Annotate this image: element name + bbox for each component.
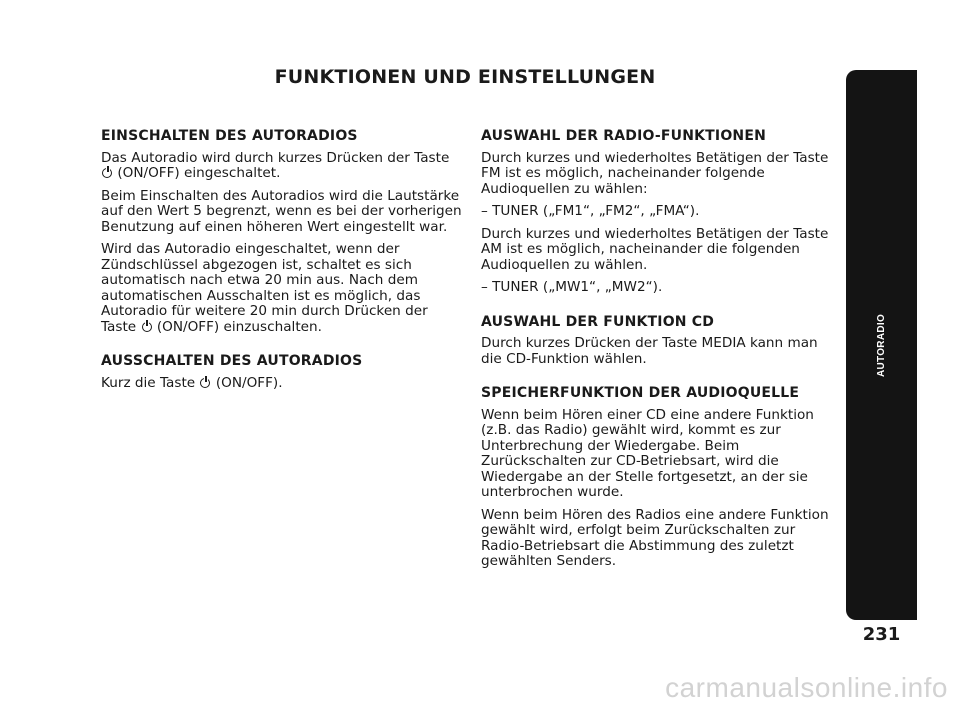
paragraph-speicher-1: Wenn beim Hören einer CD eine andere Funktion (z.B. das Radio) gewählt wird, kommt es zur Unterbrechung der Wiedergabe. Beim Zurückschalten zur CD-Betriebsart, wird die Wiedergabe an der Stelle fortgesetzt, an der sie unterbrochen wurde. <box>481 406 814 500</box>
paragraph-einschalten-3 <box>101 242 463 335</box>
paragraph-text: (ON/OFF). <box>215 374 283 391</box>
paragraph-radio-4: – TUNER („MW1“, „MW2“). <box>481 279 663 295</box>
paragraph-text: Wird das Autoradio eingeschaltet, wenn der Zündschlüssel abgezogen ist, schaltet es sich automatisch nach etwa 20 min aus. Nach dem automatischen Ausschalten ist es möglich, das Autoradio für weitere 20 min durch Drücken der Taste <box>101 241 428 335</box>
power-icon <box>142 322 152 332</box>
paragraph-text: Kurz die Taste <box>101 374 196 391</box>
paragraph-einschalten-2: Beim Einschalten des Autoradios wird die Lautstärke auf den Wert 5 begrenzt, wenn es bei der vorherigen Benutzung auf einen höheren Wert eingestellt war. <box>101 187 462 235</box>
power-icon <box>102 168 112 178</box>
page-title: FUNKTIONEN UND EINSTELLUNGEN <box>274 66 656 88</box>
paragraph-text: (ON/OFF) eingeschaltet. <box>117 165 281 181</box>
paragraph-cd-1: Durch kurzes Drücken der Taste MEDIA kann man die CD-Funktion wählen. <box>481 335 818 367</box>
paragraph-radio-1: Durch kurzes und wiederholtes Betätigen der Taste FM ist es möglich, nacheinander folgende Audioquellen zu wählen: <box>481 149 829 197</box>
heading-einschalten: EINSCHALTEN DES AUTORADIOS <box>101 128 358 144</box>
section-side-label-wrap <box>846 70 917 620</box>
right-column <box>481 129 831 577</box>
heading-radio-funktionen: AUSWAHL DER RADIO-FUNKTIONEN <box>481 128 767 144</box>
power-icon <box>200 378 210 388</box>
watermark: carmanualsonline.info <box>665 672 948 703</box>
heading-funktion-cd: AUSWAHL DER FUNKTION CD <box>481 313 715 330</box>
heading-speicherfunktion: SPEICHERFUNKTION DER AUDIOQUELLE <box>481 385 800 401</box>
section-side-label: AUTORADIO <box>875 313 887 377</box>
paragraph-ausschalten-1 <box>101 376 463 392</box>
paragraph-speicher-2: Wenn beim Hören des Radios eine andere Funktion gewählt wird, erfolgt beim Zurückschalten zur Radio-Betriebsart die Abstimmung des zuletzt gewählten Senders. <box>481 506 829 569</box>
paragraph-text: Das Autoradio wird durch kurzes Drücken der Taste <box>101 149 450 166</box>
page-number: 231 <box>862 624 901 645</box>
paragraph-radio-2: – TUNER („FM1“, „FM2“, „FMA“). <box>481 203 700 219</box>
paragraph-text: (ON/OFF) einzuschalten. <box>156 318 322 335</box>
paragraph-einschalten-1 <box>101 151 463 182</box>
heading-ausschalten: AUSSCHALTEN DES AUTORADIOS <box>101 353 363 369</box>
left-column <box>101 129 463 398</box>
paragraph-radio-3: Durch kurzes und wiederholtes Betätigen der Taste AM ist es möglich, nacheinander die folgenden Audioquellen zu wählen. <box>481 225 829 273</box>
